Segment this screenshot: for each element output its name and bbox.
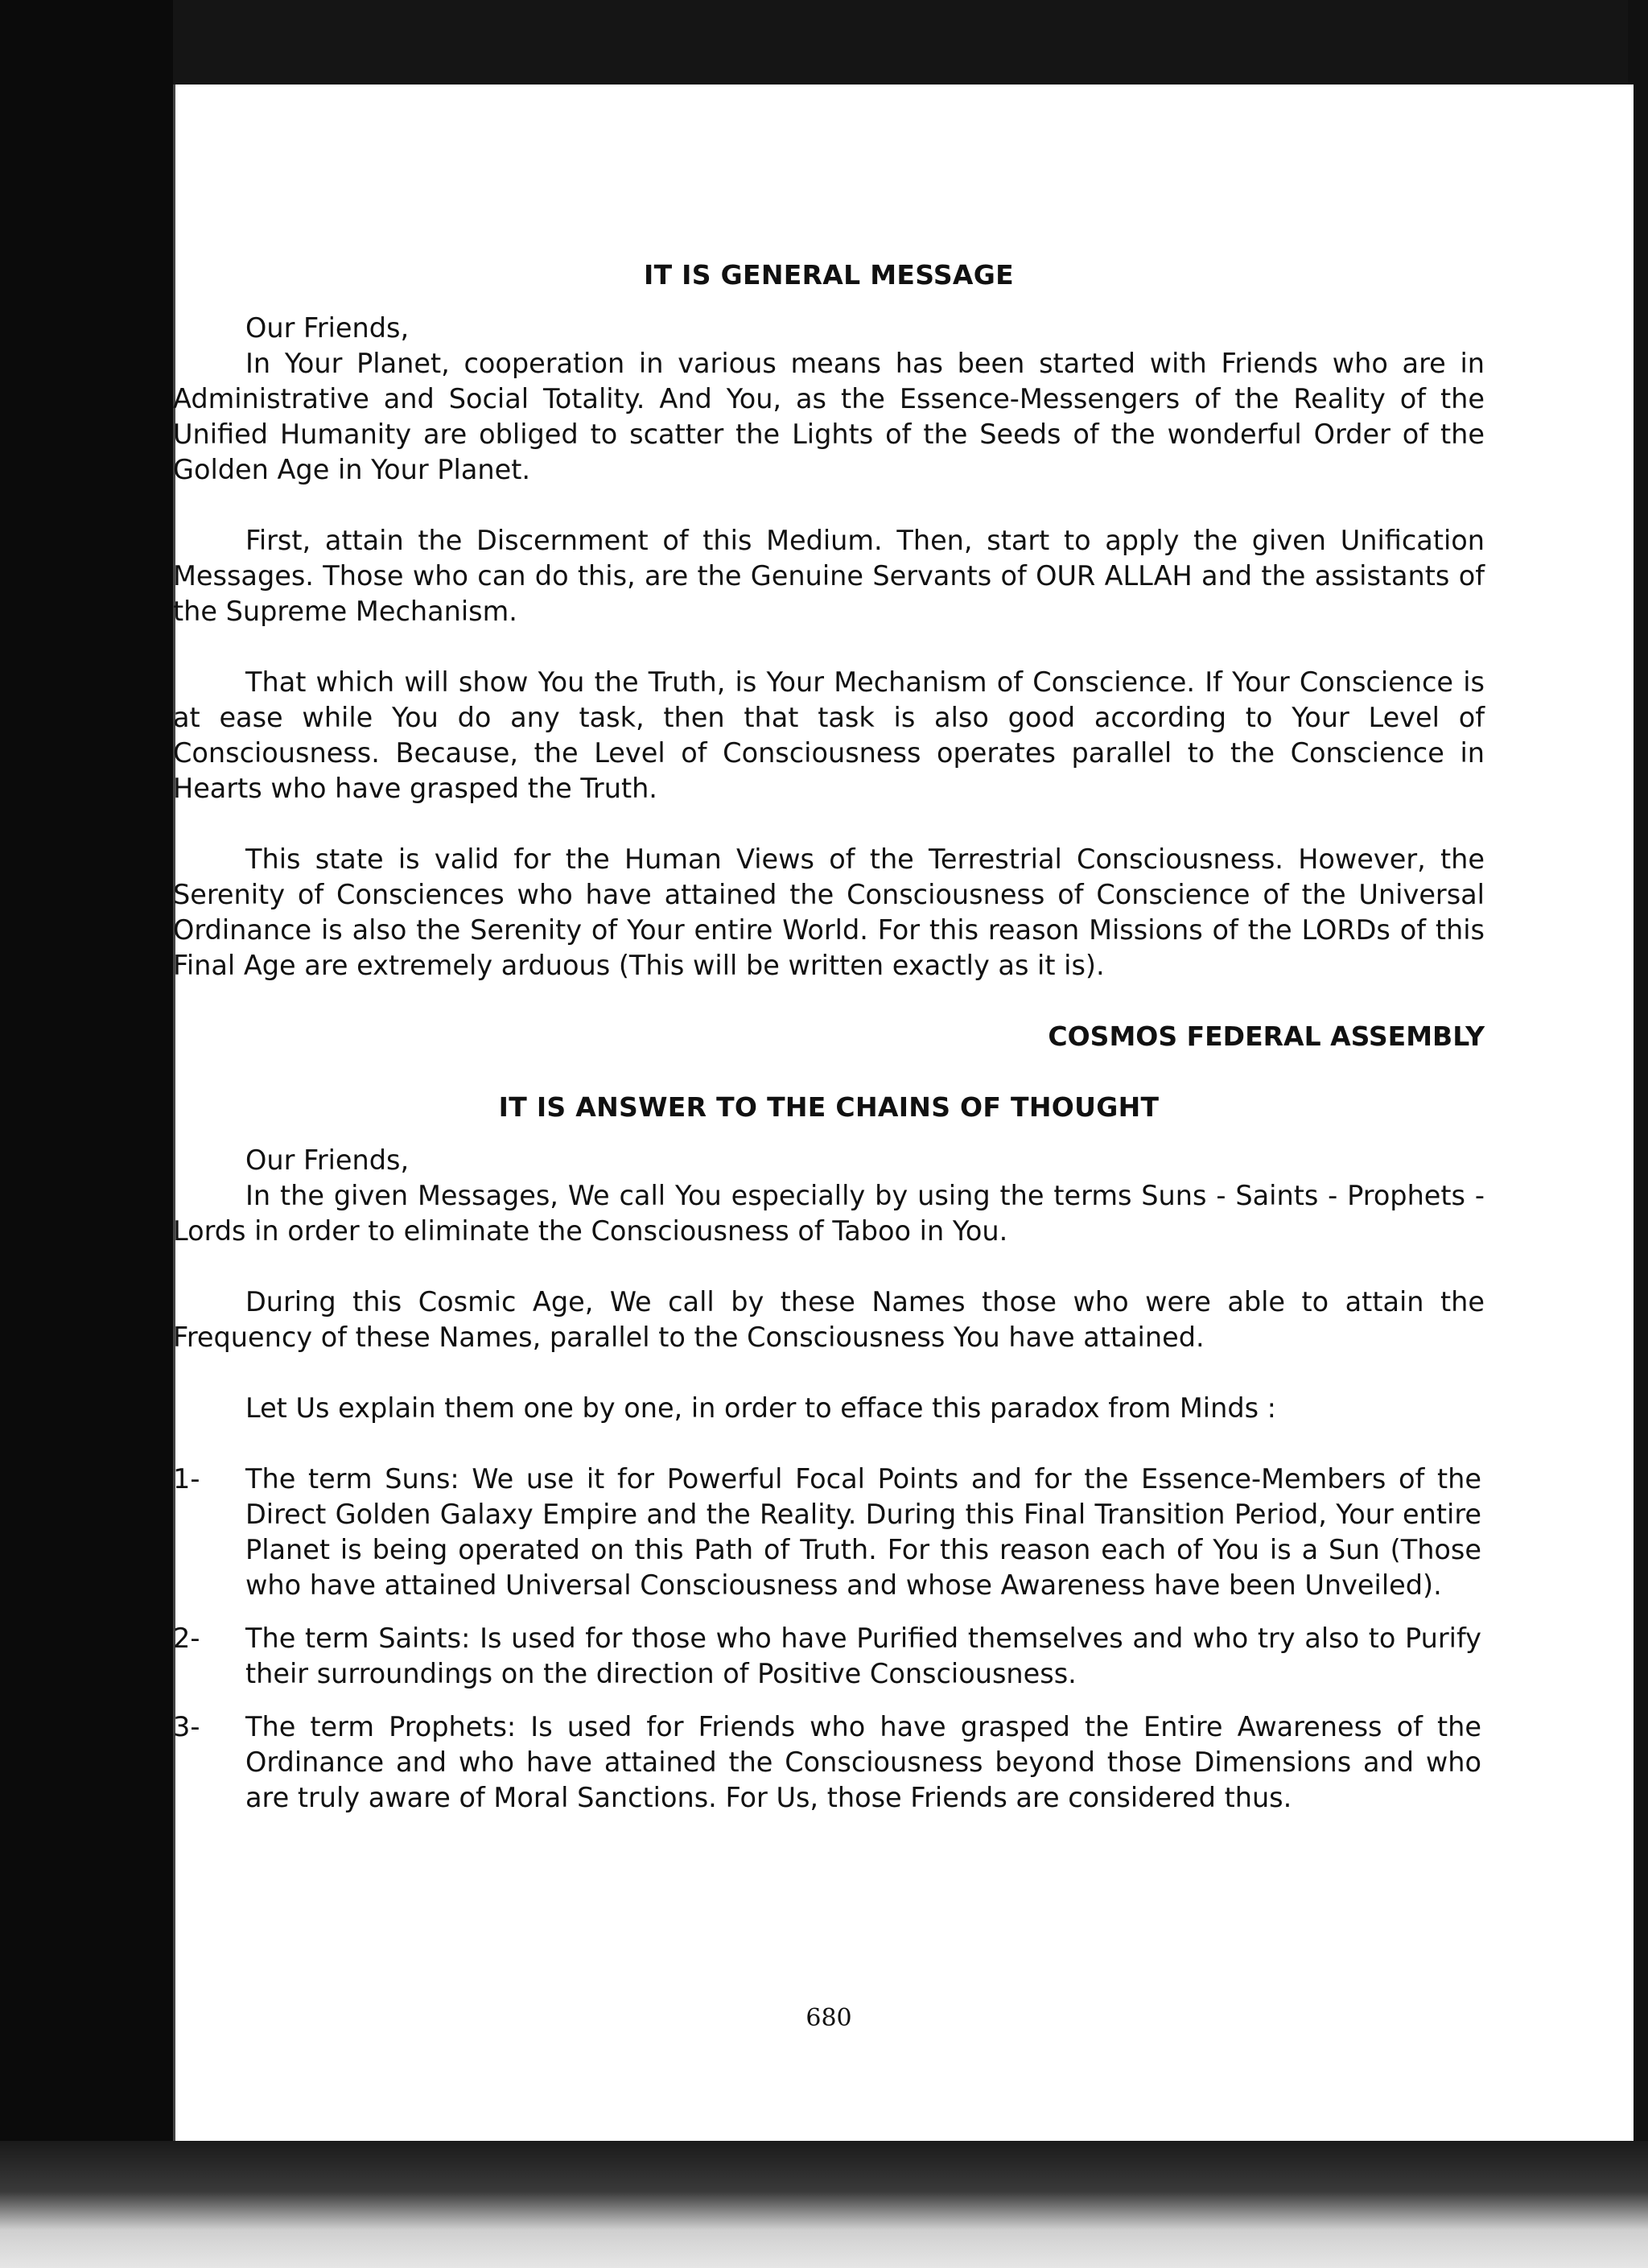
message1-greeting: Our Friends,	[245, 312, 410, 344]
message1-paragraph: In Your Planet, cooperation in various means has been started with Friends who are in Administrative and Social Totality. And You, as the Essence-Messengers of the Reality of the Unified Humanity are obliged to scatter the Lights of the Seeds of the wonderful Order of the Golden Age in Your Planet.	[173, 348, 1485, 485]
message2-paragraph: In the given Messages, We call You especially by using the terms Suns - Saints - Prophets - Lords in order to eliminate the Consciousness of Taboo in You.	[173, 1180, 1485, 1247]
list-number: 3-	[173, 1711, 200, 1742]
message1-paragraph: This state is valid for the Human Views of the Terrestrial Consciousness. However, the Serenity of Consciences who have attained the Consciousness of Conscience of the Universal Ordinance is also the Serenity of Your entire World. For this reason Missions of the LORDs of this Final Age are extremely arduous (This will be written exactly as it is).	[173, 843, 1485, 981]
list-number: 2-	[173, 1623, 200, 1654]
message1-title: IT IS GENERAL MESSAGE	[644, 259, 1014, 291]
message2-title: IT IS ANSWER TO THE CHAINS OF THOUGHT	[498, 1091, 1160, 1123]
message2-paragraph: During this Cosmic Age, We call by these Names those who were able to attain the Frequency of these Names, parallel to the Consciousness You have attained.	[173, 1286, 1485, 1353]
message1-paragraph: First, attain the Discernment of this Medium. Then, start to apply the given Unification Messages. Those who can do this, are the Genuine Servants of OUR ALLAH and the assistants of the Supreme Mechanism.	[173, 525, 1485, 627]
numbered-list-item	[173, 1709, 1485, 1816]
numbered-list-item	[173, 1621, 1485, 1692]
message1-paragraph: That which will show You the Truth, is Your Mechanism of Conscience. If Your Conscience is at ease while You do any task, then that task is also good according to Your Level of Consciousness. Because, the Level of Consciousness operates parallel to the Conscience in Hearts who have grasped the Truth.	[173, 666, 1485, 804]
page-content	[173, 258, 1485, 1816]
page-number: 680	[805, 2004, 852, 2032]
list-text: The term Suns: We use it for Powerful Focal Points and for the Essence-Members of the Direct Golden Galaxy Empire and the Reality. During this Final Transition Period, Your entire Planet is being operated on this Path of Truth. For this reason each of You is a Sun (Those who have attained Universal Consciousness and whose Awareness have been Unveiled).	[245, 1463, 1481, 1601]
message2-greeting: Our Friends,	[245, 1144, 410, 1176]
list-text: The term Prophets: Is used for Friends who have grasped the Entire Awareness of the Ordinance and who have attained the Consciousness beyond those Dimensions and who are truly aware of Moral Sanctions. For Us, those Friends are considered thus.	[245, 1711, 1481, 1813]
numbered-list-item	[173, 1462, 1485, 1603]
scan-dark-left-edge	[0, 0, 173, 2268]
message2-paragraph: Let Us explain them one by one, in order to efface this paradox from Minds :	[245, 1392, 1276, 1424]
message1-signature: COSMOS FEDERAL ASSEMBLY	[1048, 1021, 1485, 1052]
list-text: The term Saints: Is used for those who have Purified themselves and who try also to Purify their surroundings on the direction of Positive Consciousness.	[245, 1623, 1481, 1689]
scan-bottom-edge	[0, 2141, 1648, 2268]
list-number: 1-	[173, 1463, 200, 1495]
